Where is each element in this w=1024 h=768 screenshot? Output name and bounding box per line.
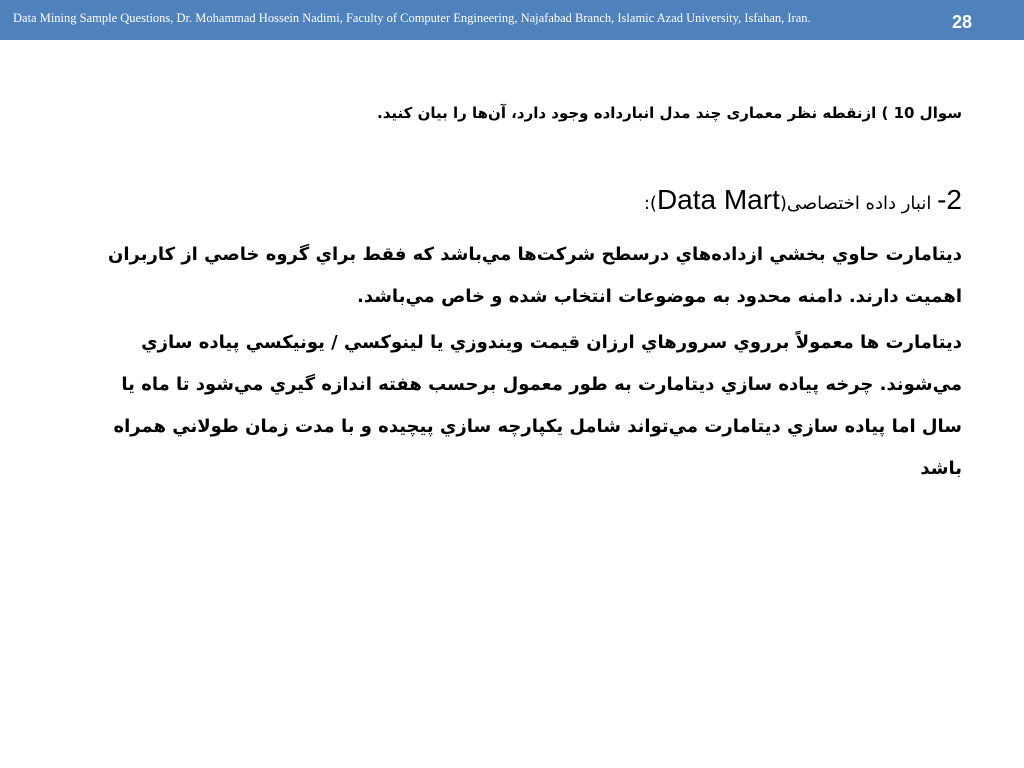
- header-bar: [0, 0, 1024, 40]
- section-latin-term: Data Mart: [656, 184, 780, 215]
- section-title: انبار داده اختصاصی(: [779, 193, 938, 214]
- page-number: 28: [951, 12, 972, 32]
- section-suffix: ):: [643, 193, 657, 214]
- header-title: Data Mining Sample Questions, Dr. Mohammad Hossein Nadimi, Faculty of Computer Engineering, Najafabad Branch, Islamic Azad University, Isfahan, Iran.: [13, 11, 811, 25]
- paragraph-definition: ديتامارت حاوي بخشي ازداده‌هاي درسطح شركت‌ها مي‌باشد كه فقط براي گروه خاصي از كاربران اهميت دارند. دامنه محدود به موضوعات انتخاب شده و خاص مي‌باشد.: [107, 244, 962, 307]
- section-heading: [262, 184, 962, 216]
- question-text: سوال 10 ) ازنقطه نظر معماری چند مدل انبارداده وجود دارد، آن‌ها را بیان کنید.: [377, 104, 962, 122]
- section-number: 2-: [937, 184, 962, 215]
- paragraph-implementation: ديتامارت ها معمولاً برروي سرورهاي ارزان قيمت ويندوزي يا لينوكسي / يونيكسي پياده سازي مي‌شوند. چرخه پياده سازي ديتامارت به طور معمول برحسب هفته اندازه گيري مي‌شود تا ماه يا سال اما پياده سازي ديتامارت مي‌تواند شامل يكپارچه سازي پيچيده و با مدت زمان طولاني همراه باشد: [113, 332, 962, 479]
